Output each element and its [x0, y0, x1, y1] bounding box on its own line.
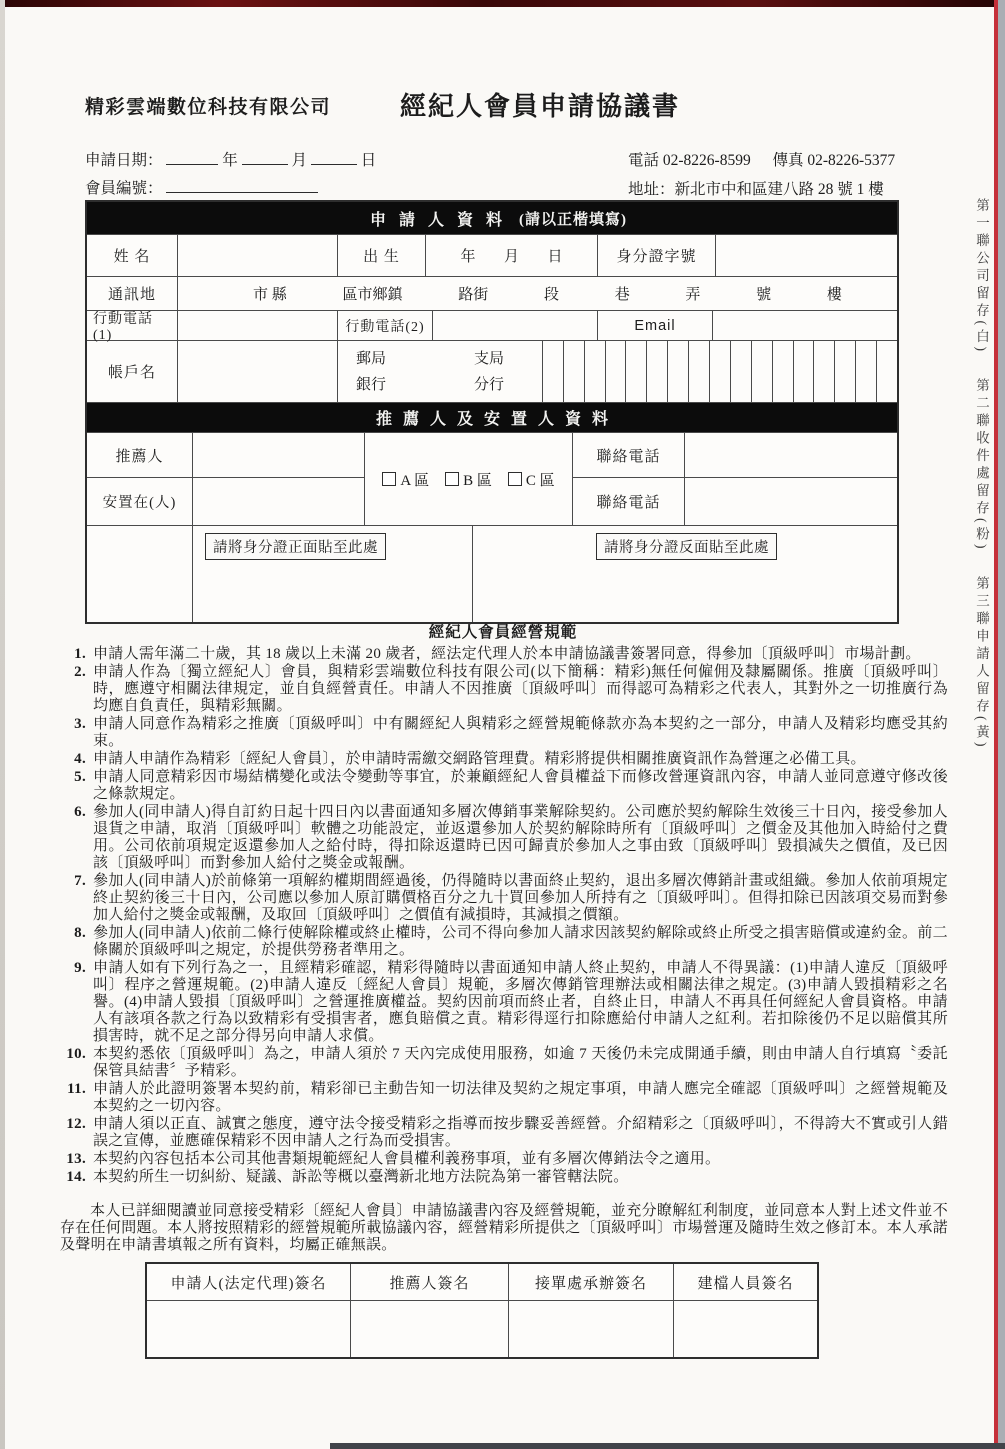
scan-edge-top	[0, 0, 1005, 7]
account-name-label: 帳戶名	[107, 365, 156, 381]
date-month-blank	[242, 150, 288, 165]
account-digit-cell	[876, 341, 897, 402]
referrer-phone-field	[684, 433, 897, 477]
application-date-label: 申請日期：	[85, 152, 163, 169]
addr-unit-floor: 樓	[826, 287, 842, 303]
bank-line-bank	[356, 372, 504, 398]
sig-applicant-header: 申請人(法定代理)簽名	[170, 1275, 327, 1292]
bank-label: 銀行	[356, 376, 387, 393]
row-referrer	[87, 433, 364, 477]
member-number-blank	[166, 178, 318, 193]
document-title: 經紀人會員申請協議書	[400, 92, 681, 121]
addr-unit-district: 區市鄉鎮	[342, 287, 403, 303]
rule-item-6	[58, 804, 948, 872]
rule-item-3	[58, 716, 948, 750]
email-label: Email	[597, 311, 712, 340]
scan-edge-right	[998, 0, 1005, 1449]
account-digit-cell	[584, 341, 605, 402]
zone-c-label: C 區	[525, 472, 555, 489]
rule-text: 參加人(同申請人)得自訂約日起十四日內以書面通知多層次傳銷事業解除契約。公司應於契約解除生效後三十日內，接受參加人退貨之申請，取消〔頂級呼叫〕軟體之功能設定，並返還參加人於契約解除時所有〔頂級呼叫〕之價金及其他加入時給付之費用。公司依前項規定返還參加人之給付時，得扣除返還時已因可歸責於參加人之事由致〔頂級呼叫〕毀損減失之價值，及已因該〔頂級呼叫〕而對參加人給付之獎金或報酬。	[93, 804, 948, 871]
checkbox-zone-b-icon	[445, 472, 459, 486]
placement-phone-label: 聯絡電話	[596, 495, 661, 511]
birth-label: 出 生	[337, 235, 425, 276]
account-digit-cell	[605, 341, 626, 402]
birth-unit-day: 日	[547, 249, 563, 265]
referrer-phone-label: 聯絡電話	[596, 448, 661, 465]
bank-branch-label: 分行	[473, 376, 504, 393]
account-digit-cell	[688, 341, 709, 402]
rule-number: 1.	[74, 646, 86, 662]
rule-number: 10.	[66, 1046, 86, 1062]
zone-checkbox-cell	[364, 433, 573, 525]
sig-filing-field	[673, 1301, 817, 1357]
rule-number: 8.	[74, 925, 86, 941]
birth-field	[425, 235, 597, 276]
date-year-blank	[166, 150, 218, 165]
rule-number: 3.	[74, 716, 86, 732]
rule-text: 申請人如有下列行為之一，且經精彩確認，精彩得隨時以書面通知申請人終止契約，申請人不得異議：(1)申請人違反〔頂級呼叫〕程序之營運規範。(2)申請人違反〔經紀人會員〕規範，多層次傳銷管理辦法或相關法律之規定。(3)申請人毀損精彩之名譽。(4)申請人毀損〔頂級呼叫〕之營運推廣權益。契約因前項而終止者，自終止日，申請人不再具任何經紀人會員資格。申請人有該項各款之行為以致精彩有受損害者，應負賠償之責。精彩得逕行扣除應給付申請人之紅利。若扣除後仍不足以賠償其所損害時，就不足之部分得另向申請人求償。	[93, 960, 948, 1044]
account-digit-cell	[834, 341, 855, 402]
account-digit-cell	[709, 341, 730, 402]
member-number-label: 會員編號：	[85, 180, 163, 197]
account-digit-cell	[542, 341, 563, 402]
rules-title: 經紀人會員經營規範	[428, 624, 578, 641]
id-back-paste-area	[472, 526, 897, 622]
member-number-line	[85, 176, 318, 198]
addr-unit-county: 市 縣	[253, 287, 287, 303]
addr-unit-road: 路街	[458, 287, 489, 303]
referrer-field	[192, 433, 364, 477]
account-digit-cell	[646, 341, 667, 402]
unit-year: 年	[222, 152, 238, 169]
rule-item-7	[58, 873, 948, 924]
company-name: 精彩雲端數位科技有限公司	[85, 97, 332, 118]
account-digit-cell	[813, 341, 834, 402]
sig-applicant-field	[147, 1301, 350, 1357]
zone-b-label: B 區	[463, 472, 492, 489]
post-branch-label: 支局	[473, 350, 504, 367]
company-fax: 傳真 02-8226-5377	[772, 152, 896, 169]
account-digit-cell	[855, 341, 876, 402]
account-digit-cell	[793, 341, 814, 402]
rule-number: 6.	[74, 804, 86, 820]
rule-item-5	[58, 769, 948, 803]
birth-unit-month: 月	[503, 249, 519, 265]
rule-text: 申請人作為〔獨立經紀人〕會員，與精彩雲端數位科技有限公司(以下簡稱：精彩)無任何僱佣及隸屬關係。推廣〔頂級呼叫〕時，應遵守相關法律規定，並自負經營責任。申請人不因推廣〔頂級呼叫〕而得認可為精彩之代表人，其對外之一切推廣行為均應自負責任，與精彩無關。	[93, 664, 948, 714]
checkbox-zone-c-icon	[508, 472, 522, 486]
rule-item-9	[58, 960, 948, 1045]
rule-item-8	[58, 925, 948, 959]
sig-intake-field	[508, 1301, 673, 1357]
referrer-label: 推薦人	[115, 448, 164, 465]
addr-unit-lane: 巷	[614, 287, 630, 303]
section-bar-applicant-info	[87, 202, 897, 234]
rule-number: 12.	[66, 1116, 86, 1132]
rule-text: 參加人(同申請人)依前二條行使解除權或終止權時，公司不得向參加人請求因該契約解除或終止所受之損害賠償或違約金。前二條關於頂級呼叫之規定，於提供勞務者準用之。	[93, 925, 948, 958]
addr-unit-section: 段	[543, 287, 559, 303]
account-digit-cell	[563, 341, 584, 402]
id-front-note: 請將身分證正面貼至此處	[205, 533, 386, 560]
company-contact-block	[628, 146, 895, 204]
mobile2-field	[432, 311, 597, 340]
bank-branch-cell	[337, 341, 522, 402]
account-digit-cell	[751, 341, 772, 402]
mobile1-label: 行動電話(1)	[93, 311, 153, 343]
contact-address-label: 通訊地	[107, 287, 156, 303]
copy-note-third: 第三聯申請人留存(黃)	[974, 576, 989, 751]
rule-text: 本契約所生一切糾紛、疑議、訴訟等概以臺灣新北地方法院為第一審管轄法院。	[93, 1169, 629, 1185]
row-placement	[87, 477, 364, 525]
account-number-grid	[522, 341, 897, 402]
applicant-section-note: (請以正楷填寫)	[519, 211, 627, 228]
copy-note-second: 第二聯收件處留存(粉)	[974, 378, 989, 553]
post-office-label: 郵局	[356, 350, 387, 367]
rule-item-12	[58, 1116, 948, 1150]
rule-text: 申請人申請作為精彩〔經紀人會員〕，於申請時需繳交網路管理費。精彩將提供相關推廣資訊作為營運之必備工具。	[93, 751, 866, 767]
scan-edge-bottom	[330, 1443, 1005, 1449]
rule-text: 申請人須以正直、誠實之態度，遵守法令接受精彩之指導而按步驟妥善經營。介紹精彩之〔頂級呼叫〕，不得誇大不實或引人錯誤之宣傳，並應確保精彩不因申請人之行為而受損害。	[93, 1116, 948, 1149]
unit-day: 日	[360, 152, 377, 169]
rule-number: 11.	[67, 1081, 86, 1097]
account-name-field	[177, 341, 337, 402]
zone-option-a	[382, 469, 429, 490]
copy-note-first: 第一聯公司留存(白)	[974, 198, 989, 355]
rule-item-4	[58, 751, 948, 768]
rule-item-11	[58, 1081, 948, 1115]
rule-text: 參加人(同申請人)於前條第一項解約權期間經過後，仍得隨時以書面終止契約，退出多層次傳銷計畫或組織。參加人依前項規定終止契約後三十日內，公司應以參加人原訂購價格百分之九十買回參加人所持有之〔頂級呼叫〕。但得扣除已因該項交易而對參加人給付之獎金或報酬，及取回〔頂級呼叫〕之價值有減損時，其減損之價額。	[93, 873, 948, 923]
phone-fax-line	[628, 146, 895, 175]
id-back-note: 請將身分證反面貼至此處	[596, 533, 777, 560]
rule-item-2	[58, 664, 948, 715]
rule-number: 5.	[74, 769, 86, 785]
name-field	[177, 235, 337, 276]
rule-text: 申請人同意精彩因市場結構變化或法令變動等事宜，於兼顧經紀人會員權益下而修改營運資訊內容，申請人並同意遵守修改後之條款規定。	[93, 769, 948, 802]
rule-number: 14.	[66, 1169, 86, 1185]
referrer-placement-block	[87, 432, 897, 525]
rule-text: 申請人需年滿二十歲，其 18 歲以上未滿 20 歲者，經法定代理人於本申請協議書簽署同意，得參加〔頂級呼叫〕市場計劃。	[93, 646, 921, 662]
rule-number: 7.	[74, 873, 86, 889]
placement-label: 安置在(人)	[102, 495, 177, 511]
id-number-label: 身分證字號	[597, 235, 715, 276]
id-paste-spacer-cell	[87, 526, 192, 622]
unit-month: 月	[291, 152, 308, 169]
rule-text: 申請人同意作為精彩之推廣〔頂級呼叫〕中有關經紀人與精彩之經營規範條款亦為本契約之一部分，申請人及精彩均應受其約束。	[93, 716, 948, 749]
rule-number: 4.	[74, 751, 86, 767]
mobile2-label: 行動電話(2)	[337, 311, 432, 340]
mobile1-field	[177, 311, 337, 340]
bank-line-post	[356, 346, 504, 372]
application-date-line	[85, 148, 376, 170]
section-bar-referrer-info	[87, 402, 897, 432]
sig-intake-header: 接單處承辦簽名	[508, 1264, 673, 1300]
account-digit-cell	[730, 341, 751, 402]
placement-phone-field	[684, 478, 897, 525]
company-address: 地址：新北市中和區建八路 28 號 1 樓	[628, 181, 884, 198]
rule-item-14	[58, 1169, 948, 1186]
name-label: 姓 名	[113, 249, 151, 265]
carbon-copies-note	[971, 198, 991, 1058]
account-digit-cell	[667, 341, 688, 402]
signature-blank-row	[147, 1300, 817, 1357]
zone-a-label: A 區	[400, 472, 430, 489]
account-digit-cell	[772, 341, 793, 402]
rule-number: 13.	[66, 1151, 86, 1167]
company-phone: 電話 02-8226-8599	[628, 152, 751, 169]
rule-item-10	[58, 1046, 948, 1080]
applicant-info-table	[85, 200, 899, 624]
placement-field	[192, 478, 364, 525]
rule-item-13	[58, 1151, 948, 1168]
sig-filing-header: 建檔人員簽名	[673, 1264, 817, 1300]
row-contact-address	[87, 276, 897, 310]
referrer-section-title: 推薦人及安置人資料	[375, 411, 619, 428]
date-day-blank	[311, 150, 357, 165]
applicant-section-title: 申請人資料	[369, 211, 515, 229]
rule-text: 本契約內容包括本公司其他書類規範經紀人會員權利義務事項，並有多層次傳銷法令之適用。	[93, 1151, 721, 1167]
addr-unit-number: 號	[756, 287, 772, 303]
row-bank-account	[87, 340, 897, 402]
signature-table	[145, 1262, 819, 1359]
rule-item-1	[58, 646, 948, 663]
email-field	[712, 311, 897, 340]
addr-unit-alley: 弄	[685, 287, 701, 303]
birth-unit-year: 年	[460, 249, 476, 265]
contact-address-field	[177, 277, 897, 310]
scan-edge-left	[0, 0, 5, 1449]
id-paste-row	[87, 525, 897, 622]
declaration-paragraph: 本人已詳細閱讀並同意接受精彩〔經紀人會員〕申請協議書內容及經營規範，並充分瞭解紅利制度，並同意本人對上述文件並不存在任何問題。本人將按照精彩的經營規範所載協議內容，經營精彩所提供之〔頂級呼叫〕市場營運及隨時生效之修訂本。本人承諾及聲明在申請書填報之所有資料，均屬正確無誤。	[60, 1203, 948, 1253]
sig-referrer-header: 推薦人簽名	[350, 1264, 508, 1300]
rule-number: 9.	[74, 960, 86, 976]
zone-option-c	[508, 469, 555, 490]
row-name-birth-id	[87, 234, 897, 276]
row-placement-phone	[573, 477, 897, 525]
rule-number: 2.	[74, 664, 86, 680]
row-referrer-phone	[573, 433, 897, 477]
rules-section	[58, 620, 948, 1187]
row-mobile-email	[87, 310, 897, 343]
account-digit-cell	[522, 341, 542, 402]
rule-text: 本契約悉依〔頂級呼叫〕為之，申請人須於 7 天內完成使用服務，如逾 7 天後仍未完成開通手續，則由申請人自行填寫〝委託保管具結書〞予精彩。	[93, 1046, 948, 1079]
account-digit-cell	[625, 341, 646, 402]
sig-referrer-field	[350, 1301, 508, 1357]
id-front-paste-area	[192, 526, 472, 622]
rule-text: 申請人於此證明簽署本契約前，精彩卻已主動告知一切法律及契約之規定事項，申請人應完全確認〔頂級呼叫〕之經營規範及本契約之一切內容。	[93, 1081, 948, 1114]
checkbox-zone-a-icon	[382, 472, 396, 486]
id-number-field	[715, 235, 897, 276]
zone-option-b	[445, 469, 492, 490]
signature-header-row	[147, 1264, 817, 1300]
